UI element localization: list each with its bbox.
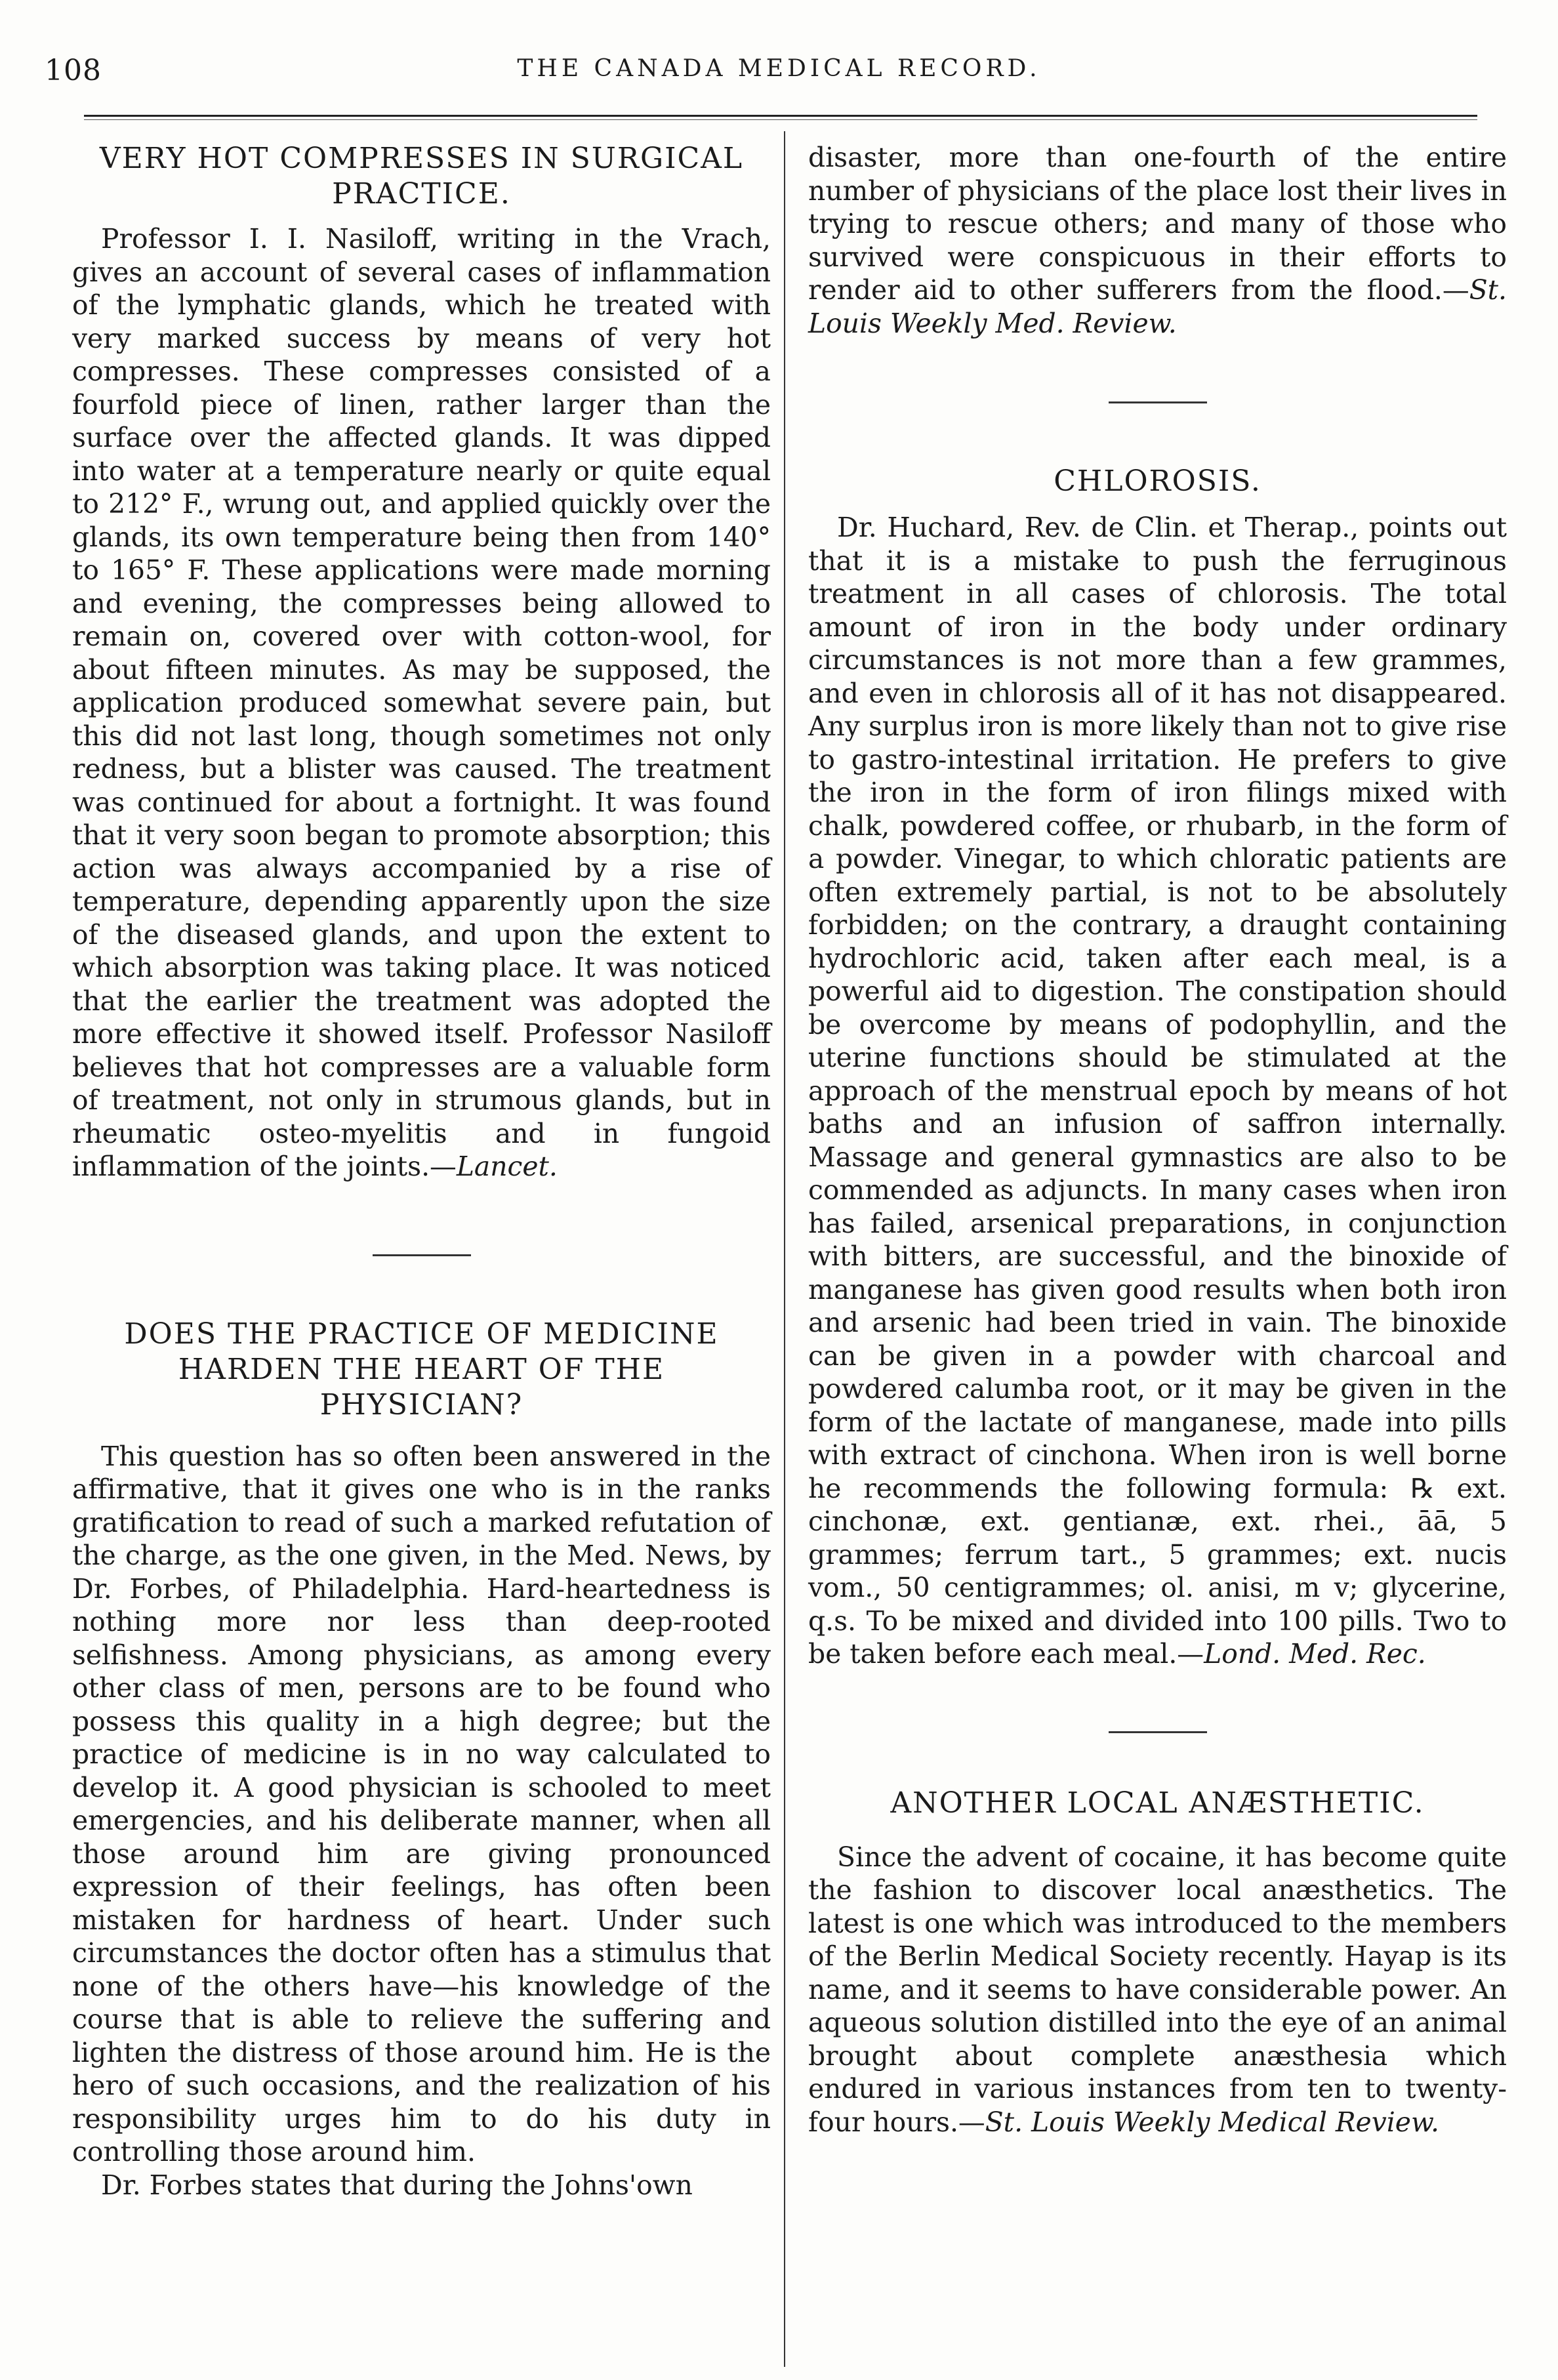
article-text: disaster, more than one-fourth of the entire number of physicians of the place lost their lives in trying to rescue others; and many of those who survived were conspicuous in their efforts to render aid to other sufferers from the flood.—	[808, 142, 1507, 306]
article-title-local-anaesthetic: ANOTHER LOCAL ANÆSTHETIC.	[890, 1786, 1425, 1820]
section-divider	[1109, 401, 1207, 403]
article-title-hot-compresses: VERY HOT COMPRESSES IN SURGICAL PRACTICE.	[99, 142, 744, 211]
page-number: 108	[45, 54, 102, 87]
article-title-practice-of-medicine: DOES THE PRACTICE OF MEDICINE HARDEN THE HEART OF THE PHYSICIAN?	[124, 1317, 719, 1422]
section-divider	[1109, 1731, 1207, 1733]
right-column	[808, 141, 1507, 2139]
article-body-chlorosis	[808, 511, 1507, 1671]
article-body-practice-of-medicine-continued: Dr. Forbes states that during the Johns'own	[101, 2169, 693, 2201]
article-source: St. Louis Weekly Medical Review.	[985, 2106, 1439, 2138]
article-title-chlorosis: CHLOROSIS.	[1054, 464, 1261, 498]
article-source: Lond. Med. Rec.	[1204, 1638, 1426, 1670]
article-body-practice-of-medicine: This question has so often been answered in the affirmative, that it gives one who is in the ranks gratification to read of such a marked refutation of the charge, as the one given, in the Med. News, by Dr. Forbes, of Philadelphia. Hard-heartedness is nothing more nor less than deep-rooted selfishness. Among physicians, as among every other class of men, persons are to be found who possess this quality in a high degree; but the practice of medicine is in no way calculated to develop it. A good physician is schooled to meet emergencies, and his deliberate manner, when all those around him are giving pronounced expression of their feelings, has often been mistaken for hardness of heart. Under such circumstances the doctor often has a stimulus that none of the others have—his knowledge of the course that is able to relieve the suffering and lighten the distress of those around him. He is the hero of such occasions, and the realization of his responsibility urges him to do his duty in controlling those around him.	[72, 1440, 771, 2167]
article-text: Dr. Huchard, Rev. de Clin. et Therap., points out that it is a mistake to push the ferruginous treatment in all cases of chlorosis. The total amount of iron in the body under ordinary circumstances is not more than a few grammes, and even in chlorosis all of it has not disappeared. Any surplus iron is more likely than not to give rise to gastro-intestinal irritation. He prefers to give the iron in the form of iron filings mixed with chalk, powdered coffee, or rhubarb, in the form of a powder. Vinegar, to which chloratic patients are often extremely partial, is not to be absolutely forbidden; on the contrary, a draught containing hydrochloric acid, taken after each meal, is a powerful aid to digestion. The constipation should be overcome by means of podophyllin, and the uterine functions should be stimulated at the approach of the menstrual epoch by means of hot baths and an infusion of saffron internally. Massage and general gymnastics are also to be commended as adjuncts. In many cases when iron has failed, arsenical preparations, in conjunction with bitters, are successful, and the binoxide of manganese has given good results when both iron and arsenic had been tried in vain. The binoxide can be given in a powder with charcoal and powdered calumba root, or it may be given in the form of the lactate of manganese, made into pills with extract of cinchona. When iron is well borne he recommends the following formula: ℞ ext. cinchonæ, ext. gentianæ, ext. rhei., āā, 5 grammes; ferrum tart., 5 grammes; ext. nucis vom., 50 centigrammes; ol. anisi, m v; glycerine, q.s. To be mixed and divided into 100 pills. Two to be taken before each meal.—	[808, 512, 1507, 1670]
running-title: THE CANADA MEDICAL RECORD.	[517, 55, 1041, 82]
article-text: Professor I. I. Nasiloff, writing in the Vrach, gives an account of several cases of inflammation of the lymphatic glands, which he treated with very marked success by means of very hot compresses. These compresses consisted of a fourfold piece of linen, rather larger than the surface over the affected glands. It was dipped into water at a temperature nearly or quite equal to 212° F., wrung out, and applied quickly over the glands, its own temperature being then from 140° to 165° F. These applications were made morning and evening, the compresses being allowed to remain on, covered over with cotton-wool, for about fifteen minutes. As may be supposed, the application produced somewhat severe pain, but this did not last long, though sometimes not only redness, but a blister was caused. The treatment was continued for about a fortnight. It was found that it very soon began to promote absorption; this action was always accompanied by a rise of temperature, depending apparently upon the size of the diseased glands, and upon the extent to which absorption was taking place. It was noticed that the earlier the treatment was adopted the more effective it showed itself. Professor Nasiloff believes that hot compresses are a valuable form of treatment, not only in strumous glands, but in rheumatic osteo-myelitis and in fungoid inflammation of the joints.—	[72, 223, 771, 1182]
article-source: Lancet.	[456, 1151, 558, 1182]
left-column	[72, 141, 771, 2202]
section-divider	[373, 1254, 471, 1256]
article-continuation	[808, 141, 1507, 340]
article-text: Since the advent of cocaine, it has become quite the fashion to discover local anæsthetics. The latest is one which was introduced to the members of the Berlin Medical Society recently. Hayap is its name, and it seems to have considerable power. An aqueous solution distilled into the eye of an animal brought about complete anæsthesia which endured in various instances from ten to twenty-four hours.—	[808, 1841, 1507, 2138]
article-source: St. Louis Weekly Med. Review.	[808, 274, 1507, 339]
article-body-local-anaesthetic	[808, 1841, 1507, 2139]
column-divider	[784, 131, 785, 2367]
article-body-hot-compresses	[72, 222, 771, 1183]
header-rule	[84, 115, 1477, 120]
